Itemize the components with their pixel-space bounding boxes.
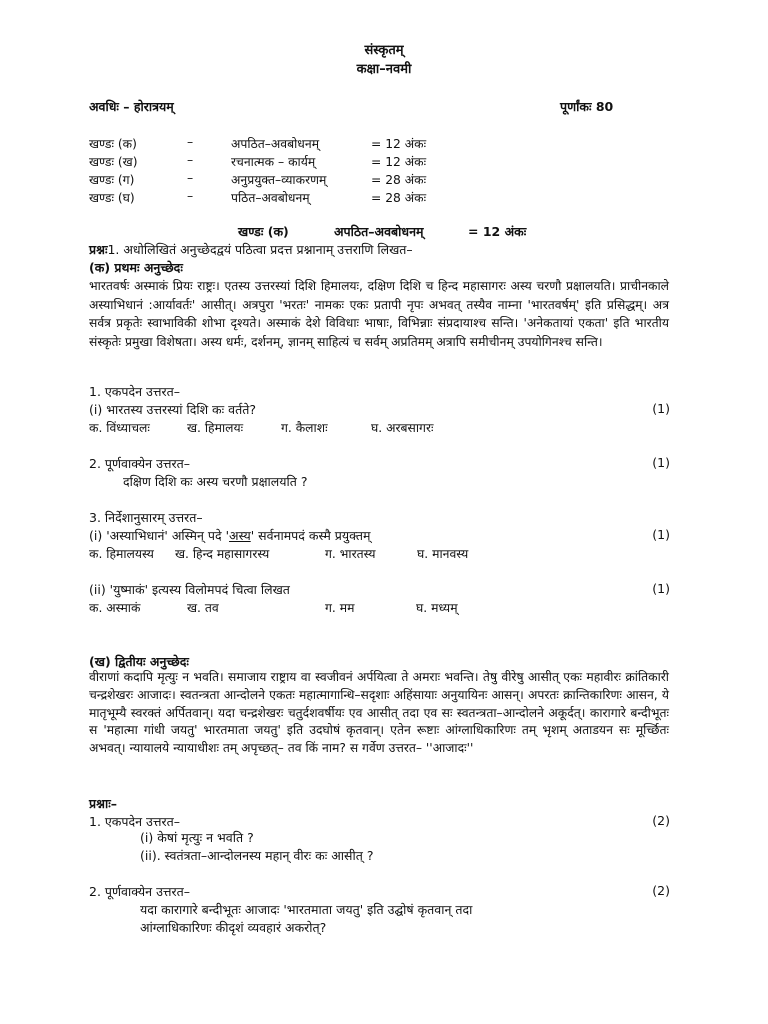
q3i-pre: (i) 'अस्याभिधानं' अस्मिन् पदे ': [89, 528, 230, 543]
option: घ. मानवस्य: [417, 547, 469, 561]
option: क. अस्माकं: [89, 601, 141, 615]
instruction-label: प्रश्नः: [89, 242, 108, 257]
q2-text: दक्षिण दिशि कः अस्य चरणौ प्रक्षालयति ?: [123, 474, 308, 489]
q1i-text: (i) भारतस्य उत्तरस्यां दिशि कः वर्तते?: [89, 402, 256, 417]
section-marks: = 28 अंकः: [371, 191, 427, 205]
b-q2-line1: यदा कारागारे बन्दीभूतः आजादः 'भारतमाता जयतु' इति उद्घोषं कृतवान् तदा: [140, 902, 473, 917]
instruction-text: 1. अधोलिखितं अनुच्छेदद्वयं पठित्वा प्रदत्त प्रश्नानाम् उत्तराणि लिखत–: [107, 242, 413, 257]
subject-title: संस्कृतम्: [364, 43, 404, 58]
full-marks: पूर्णांकः 80: [560, 99, 614, 114]
section-name: पठित–अवबोधनम्: [231, 191, 310, 205]
q3i-text: [89, 527, 370, 544]
q2-marks: (1): [652, 455, 670, 470]
b-q2-line2: आंग्लाधिकारिणः कीदृशं व्यवहारं अकरोत्?: [140, 920, 327, 935]
b-q1-marks: (2): [652, 813, 670, 828]
option: ख. तव: [187, 601, 219, 615]
option: क. विंध्याचलः: [89, 421, 150, 435]
option: क. हिमालयस्य: [89, 547, 154, 561]
option: ग. मम: [325, 601, 355, 615]
passage2-title: (ख) द्वितीयः अनुच्छेदः: [89, 654, 189, 669]
passage2-text: वीराणां कदापि मृत्युः न भवति। समाजाय राष्ट्राय वा स्वजीवनं अर्पयित्वा ते अमराः भवन्ति। तेषु वीरेषु आसीत् एकः महावीरः क्रांतिकारी चन्द्रशेखरः आजादः। स्वतन्त्रता आन्दोलने एकतः महात्मागान्धि–सदृशाः अहिंसायाः अनुयायिनः आसन्। अपरतः क्रान्तिकारिणः आसन, ये मातृभूम्यै स्वरक्तं अर्पितवान्। यदा चन्द्रशेखरः चतुर्दशवर्षीयः एव आसीत् तदा एव सः स्वतन्त्रता–आन्दोलने अकूर्दत्। कारागारे बन्दीभूतः स 'महात्मा गांधी जयतु' भारतमाता जयतु' इति उदघोषं कृतवान्। एतेन रूष्टाः आंग्लाधिकारिणः तम् भृशम् अताडयन सः मूर्च्छितः अभवत्। न्यायालये न्यायाधीशः तम् अपृच्छत्– तव किं नाम? स गर्वेण उत्तरत– ''आजादः'': [89, 670, 669, 756]
option: ख. हिमालयः: [187, 421, 244, 435]
q3i-post: ' सर्वनामपदं कस्मै प्रयुक्तम्: [250, 528, 371, 543]
section-code: खण्डः (क): [89, 137, 137, 151]
option: घ. अरबसागरः: [371, 421, 434, 435]
b-q1i-text: (i) केषां मृत्युः न भवति ?: [140, 830, 254, 845]
section-marks: = 28 अंकः: [371, 173, 427, 187]
section-name: अपठित–अवबोधनम्: [231, 137, 320, 151]
b-q1-label: 1. एकपदेन उत्तरत–: [89, 814, 181, 829]
option: ग. भारतस्य: [325, 547, 376, 561]
duration: अवधिः – होरात्रयम्: [89, 99, 174, 114]
q3-label: 3. निर्देशानुसारम् उत्तरत–: [89, 510, 203, 525]
section-code: खण्डः (ग): [89, 173, 135, 187]
section-marks: = 12 अंकः: [371, 137, 427, 151]
section-dash: –: [187, 135, 194, 149]
section-a-marks: = 12 अंकः: [468, 224, 527, 239]
option: ख. हिन्द महासागरस्य: [175, 547, 270, 561]
q3ii-marks: (1): [652, 581, 670, 596]
passage1-text: भारतवर्षः अस्माकं प्रियः राष्ट्रः। एतस्य उत्तरस्यां दिशि हिमालयः, दक्षिण दिशि च हिन्द महासागरः अस्य चरणौ प्रक्षालयति। प्राचीनकाले अस्याभिधानं :आर्यावर्तः' आसीत्। अत्रपुरा 'भरतः' नामकः एकः प्रतापी नृपः अभवत् तस्यैव नाम्ना 'भारतवर्षम्' इति प्रसिद्धम्। अत्र सर्वत्र प्रकृतेः स्वाभाविकी शोभा दृश्यते। अस्माकं देशे विविधाः भाषाः, विभिन्नाः संप्रदायाश्च सन्ति। 'अनेकतायां एकता' इति भारतीय संस्कृतेः प्रमुखा विशेषता। अस्य धर्मः, दर्शनम्, ज्ञानम् साहित्यं च सर्वम् अप्रतिमम् अत्रापि समीचीनम् उपयोगिनश्च सन्ति।: [89, 279, 669, 349]
b-q1ii-text: (ii). स्वतंत्रता–आन्दोलनस्य महान् वीरः कः आसीत् ?: [140, 848, 374, 863]
class-label: कक्षा–नवमी: [356, 62, 412, 77]
q2-label: 2. पूर्णवाक्येन उत्तरत–: [89, 456, 191, 471]
option: ग. कैलाशः: [281, 421, 328, 435]
section-dash: –: [187, 153, 194, 167]
section-a-code: खण्डः (क): [238, 224, 289, 239]
section-marks: = 12 अंकः: [371, 155, 427, 169]
passage1-title: (क) प्रथमः अनुच्छेदः: [89, 260, 183, 275]
section-code: खण्डः (ख): [89, 155, 138, 169]
q1i-marks: (1): [652, 401, 670, 416]
section-name: अनुप्रयुक्त–व्याकरणम्: [231, 173, 327, 187]
section-dash: –: [187, 171, 194, 185]
q3i-marks: (1): [652, 527, 670, 542]
b-q2-marks: (2): [652, 883, 670, 898]
section-a-name: अपठित–अवबोधनम्: [334, 224, 424, 239]
option: घ. मध्यम्: [416, 601, 458, 615]
instruction: [89, 241, 413, 258]
questions-label: प्रश्नाः–: [89, 796, 117, 811]
section-name: रचनात्मक – कार्यम्: [231, 155, 316, 169]
section-code: खण्डः (घ): [89, 191, 135, 205]
section-dash: –: [187, 189, 194, 203]
b-q2-label: 2. पूर्णवाक्येन उत्तरत–: [89, 884, 191, 899]
q3ii-text: (ii) 'युष्माकं' इत्यस्य विलोमपदं चित्वा लिखत: [89, 582, 290, 597]
q1-label: 1. एकपदेन उत्तरत–: [89, 384, 181, 399]
q3i-underlined-word: अस्य: [229, 528, 251, 543]
